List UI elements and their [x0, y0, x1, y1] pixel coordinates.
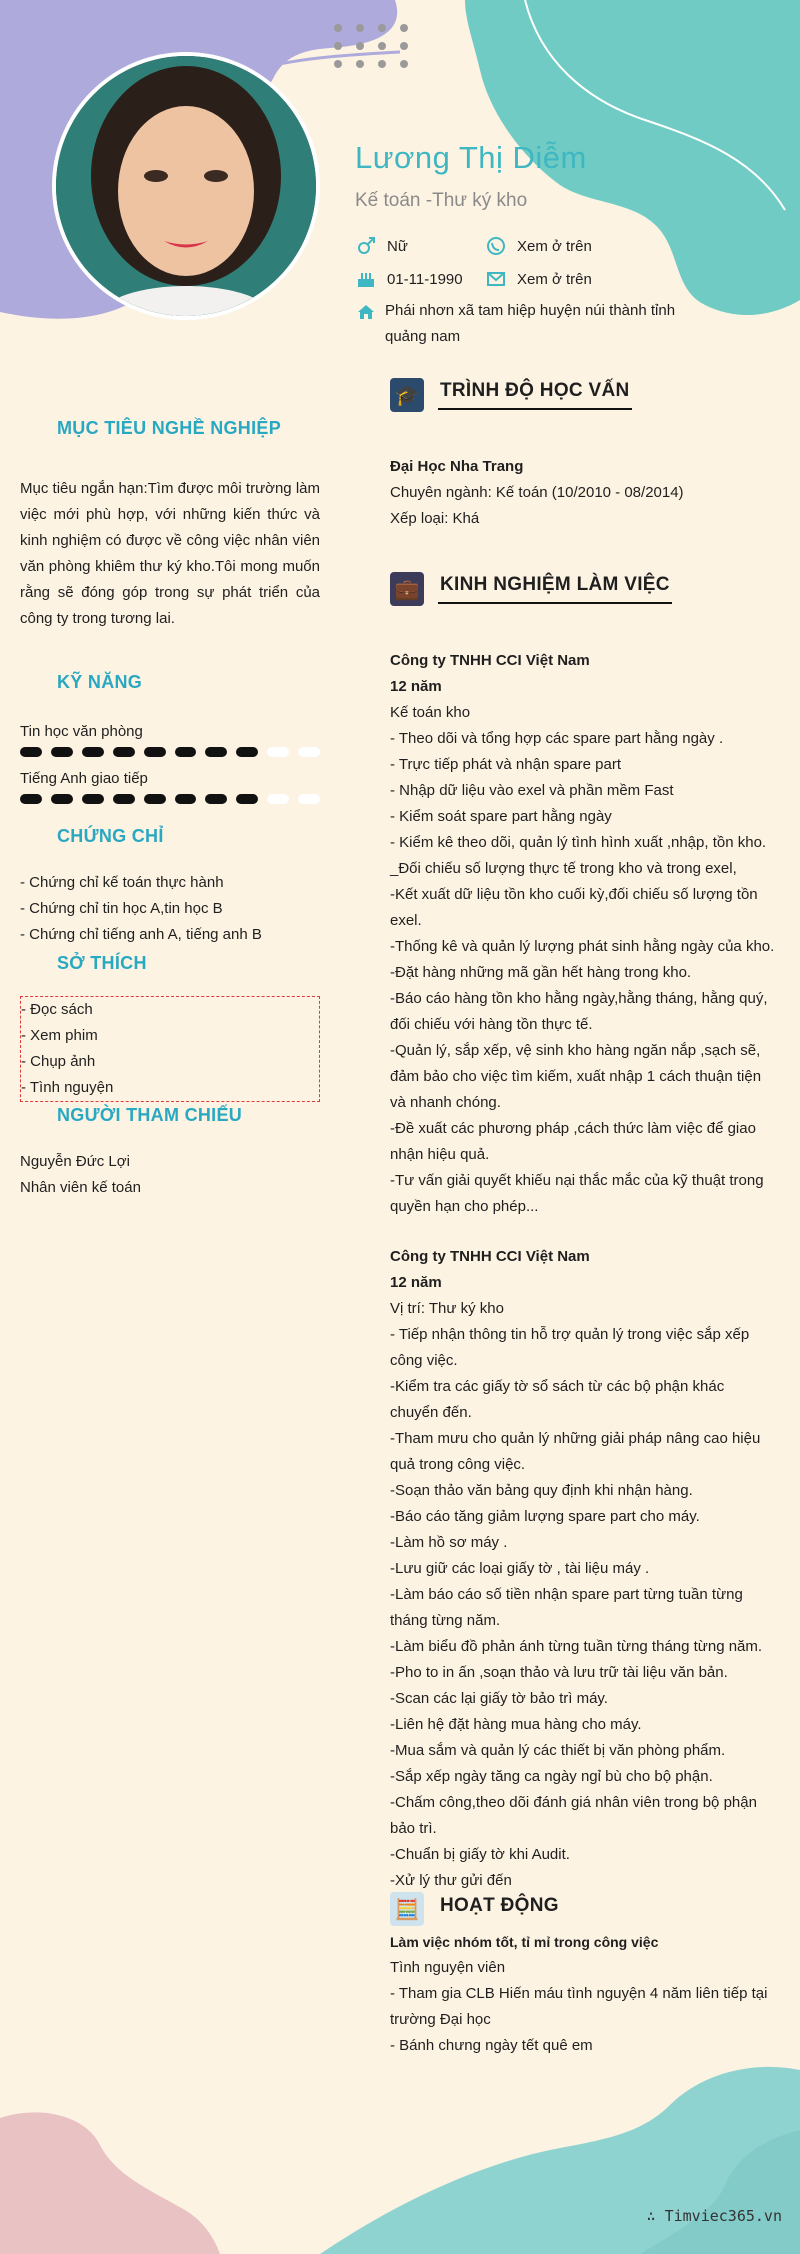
list-item: -Chuẩn bị giấy tờ khi Audit. — [390, 1846, 570, 1863]
activity-lines — [390, 1955, 775, 2059]
list-item: -Làm hồ sơ máy . — [390, 1534, 508, 1551]
bottom-left-pink-blob — [0, 2100, 260, 2254]
list-item: -Tham mưu cho quản lý những giải pháp nâng cao hiệu quả trong công việc. — [390, 1430, 761, 1473]
list-item: - Bánh chưng ngày tết quê em — [390, 2037, 593, 2054]
list-item: - Tiếp nhận thông tin hỗ trợ quản lý trong việc sắp xếp công việc. — [390, 1326, 750, 1369]
skill-segment — [267, 747, 289, 757]
activities-block — [390, 1929, 775, 2059]
skill-segment — [20, 794, 42, 804]
list-item: -Lưu giữ các loại giấy tờ , tài liệu máy . — [390, 1560, 650, 1577]
list-item: - Tình nguyện — [21, 1079, 114, 1096]
list-item: -Pho to in ấn ,soạn thảo và lưu trữ tài liệu văn bản. — [390, 1664, 728, 1681]
job-title: Kế toán -Thư ký kho — [355, 190, 528, 211]
hobbies-list — [20, 996, 320, 1102]
list-item: -Báo cáo hàng tồn kho hằng ngày,hằng tháng, hằng quý, đối chiếu với hàng tồn thực tế. — [390, 990, 768, 1033]
gender-female-icon — [355, 235, 377, 257]
skill-segment — [236, 794, 258, 804]
envelope-icon — [485, 268, 507, 290]
list-item: -Báo cáo tăng giảm lượng spare part cho máy. — [390, 1508, 700, 1525]
reference-name: Nguyễn Đức Lợi — [20, 1153, 130, 1170]
list-item: -Làm biểu đồ phản ánh từng tuần từng tháng từng năm. — [390, 1638, 763, 1655]
list-item: - Kiểm kê theo dõi, quản lý tình hình xuất ,nhập, tồn kho. — [390, 834, 767, 851]
certificates-list — [20, 870, 262, 948]
list-item: - Tham gia CLB Hiến máu tình nguyện 4 năm liên tiếp tại trường Đại học — [390, 1985, 768, 2028]
list-item: -Tư vấn giải quyết khiếu nại thắc mắc của kỹ thuật trong quyền hạn cho phép... — [390, 1172, 764, 1215]
reference-role: Nhân viên kế toán — [20, 1179, 141, 1196]
skill-segment — [51, 794, 73, 804]
email-value: Xem ở trên — [517, 270, 592, 288]
skill-segment — [113, 747, 135, 757]
skill-segment — [113, 794, 135, 804]
skill-segment — [205, 794, 227, 804]
job-duration: 12 năm — [390, 1274, 442, 1291]
dob-row — [355, 268, 463, 290]
activities-section-title — [390, 1892, 561, 1926]
list-item: -Sắp xếp ngày tăng ca ngày ngỉ bù cho bộ phận. — [390, 1768, 713, 1785]
phone-value: Xem ở trên — [517, 237, 592, 255]
candidate-name: Lương Thị Diễm — [355, 140, 587, 175]
briefcase-icon: 💼 — [390, 572, 424, 606]
list-item: -Chấm công,theo dõi đánh giá nhân viên trong bộ phận bảo trì. — [390, 1794, 757, 1837]
skills-heading: KỸ NĂNG — [57, 672, 143, 692]
list-item: -Đặt hàng những mã gần hết hàng trong kho. — [390, 964, 692, 981]
skill-segment — [236, 747, 258, 757]
skill-segment — [298, 794, 320, 804]
avatar — [52, 52, 320, 320]
objective-text: Mục tiêu ngắn hạn:Tìm được môi trường làm việc mới phù hợp, với những kiến thức và kinh nghiệm có được về công việc nhân viên văn phòng khiêm thư ký kho.Tôi mong muốn rằng sẽ đóng góp trong sự phát triển của công ty trong tương lai. — [20, 480, 320, 627]
birthday-cake-icon — [355, 268, 377, 290]
list-item: - Theo dõi và tổng hợp các spare part hằng ngày . — [390, 730, 724, 747]
experience-heading: KINH NGHIỆM LÀM VIỆC — [438, 574, 672, 604]
list-item: - Chụp ảnh — [21, 1053, 96, 1070]
list-item: - Đọc sách — [21, 1001, 93, 1018]
list-item: -Kiểm tra các giấy tờ sổ sách từ các bộ phận khác chuyển đến. — [390, 1378, 725, 1421]
calculator-icon: 🧮 — [390, 1892, 424, 1926]
list-item: _Đối chiếu số lượng thực tế trong kho và trong exel, — [390, 860, 737, 877]
reference-block — [20, 1149, 141, 1201]
list-item: - Chứng chỉ tin học A,tin học B — [20, 900, 223, 917]
list-item: - Nhập dữ liệu vào exel và phần mềm Fast — [390, 782, 674, 799]
list-item: -Quản lý, sắp xếp, vệ sinh kho hàng ngăn nắp ,sạch sẽ, đảm bảo cho việc tìm kiếm, xuất nhập 1 cách thuận tiện và nhanh chóng. — [390, 1042, 762, 1111]
list-item: -Xử lý thư gửi đến — [390, 1872, 512, 1889]
dob-value: 01-11-1990 — [387, 270, 463, 288]
job-duties — [390, 1322, 775, 1894]
watermark: ∴ Timviec365.vn — [646, 2207, 782, 2225]
job-role: Vị trí: Thư ký kho — [390, 1300, 504, 1317]
list-item: -Liên hệ đặt hàng mua hàng cho máy. — [390, 1716, 642, 1733]
list-item: -Scan các lại giấy tờ bảo trì máy. — [390, 1690, 608, 1707]
phone-icon — [485, 235, 507, 257]
certificates-heading: CHỨNG CHỈ — [57, 826, 164, 846]
activity-title: Làm việc nhóm tốt, tỉ mỉ trong công việc — [390, 1934, 659, 1950]
list-item: -Kết xuất dữ liệu tồn kho cuối kỳ,đối chiếu số lượng tồn exel. — [390, 886, 758, 929]
dots-decoration — [330, 22, 430, 72]
skill-segment — [82, 747, 104, 757]
gender-row — [355, 235, 408, 257]
job-duration: 12 năm — [390, 678, 442, 695]
skill-level-bar — [20, 747, 320, 757]
list-item: -Làm báo cáo số tiền nhận spare part từng tuần từng tháng từng năm. — [390, 1586, 743, 1629]
skill-segment — [267, 794, 289, 804]
skill-segment — [175, 794, 197, 804]
skill-level-bar — [20, 794, 320, 804]
email-row — [485, 268, 592, 290]
experience-section-title — [390, 572, 672, 606]
activities-heading: HOẠT ĐỘNG — [440, 1895, 559, 1916]
graduation-cap-icon: 🎓 — [390, 378, 424, 412]
job-duties — [390, 726, 775, 1220]
list-item: -Soạn thảo văn bảng quy định khi nhận hàng. — [390, 1482, 693, 1499]
gender-value: Nữ — [387, 237, 408, 255]
portrait-image — [56, 56, 316, 316]
phone-row — [485, 235, 592, 257]
objective-heading: MỤC TIÊU NGHỀ NGHIỆP — [57, 418, 282, 438]
address-value: Phái nhơn xã tam hiệp huyện núi thành tỉnh quảng nam — [385, 302, 676, 345]
list-item: -Thống kê và quản lý lượng phát sinh hằng ngày của kho. — [390, 938, 775, 955]
skill-name: Tin học văn phòng — [20, 723, 143, 740]
school-name: Đại Học Nha Trang — [390, 458, 524, 475]
skill-segment — [298, 747, 320, 757]
list-item: - Trực tiếp phát và nhận spare part — [390, 756, 621, 773]
references-heading: NGƯỜI THAM CHIẾU — [57, 1105, 243, 1125]
list-item: - Chứng chỉ tiếng anh A, tiếng anh B — [20, 926, 262, 943]
skill-segment — [144, 794, 166, 804]
education-heading: TRÌNH ĐỘ HỌC VẤN — [438, 380, 632, 410]
experience-job-1 — [390, 648, 775, 1220]
list-item: - Chứng chỉ kế toán thực hành — [20, 874, 224, 891]
skill-segment — [82, 794, 104, 804]
skill-name: Tiếng Anh giao tiếp — [20, 770, 148, 787]
education-section-title — [390, 378, 632, 412]
job-role: Kế toán kho — [390, 704, 471, 721]
experience-job-2 — [390, 1244, 775, 1894]
home-icon — [355, 301, 377, 323]
skill-segment — [205, 747, 227, 757]
education-major: Chuyên ngành: Kế toán (10/2010 - 08/2014) — [390, 484, 684, 501]
skill-segment — [20, 747, 42, 757]
list-item: - Xem phim — [21, 1027, 98, 1044]
list-item: -Đề xuất các phương pháp ,cách thức làm việc để giao nhận hiệu quả. — [390, 1120, 756, 1163]
list-item: - Kiểm soát spare part hằng ngày — [390, 808, 612, 825]
company-name: Công ty TNHH CCI Việt Nam — [390, 1248, 590, 1265]
education-block — [390, 454, 775, 532]
skill-segment — [144, 747, 166, 757]
list-item: -Mua sắm và quản lý các thiết bị văn phòng phẩm. — [390, 1742, 726, 1759]
skill-segment — [51, 747, 73, 757]
company-name: Công ty TNHH CCI Việt Nam — [390, 652, 590, 669]
hobbies-heading: SỞ THÍCH — [57, 953, 147, 973]
education-grade: Xếp loại: Khá — [390, 510, 480, 527]
list-item: Tình nguyện viên — [390, 1959, 506, 1976]
skill-segment — [175, 747, 197, 757]
